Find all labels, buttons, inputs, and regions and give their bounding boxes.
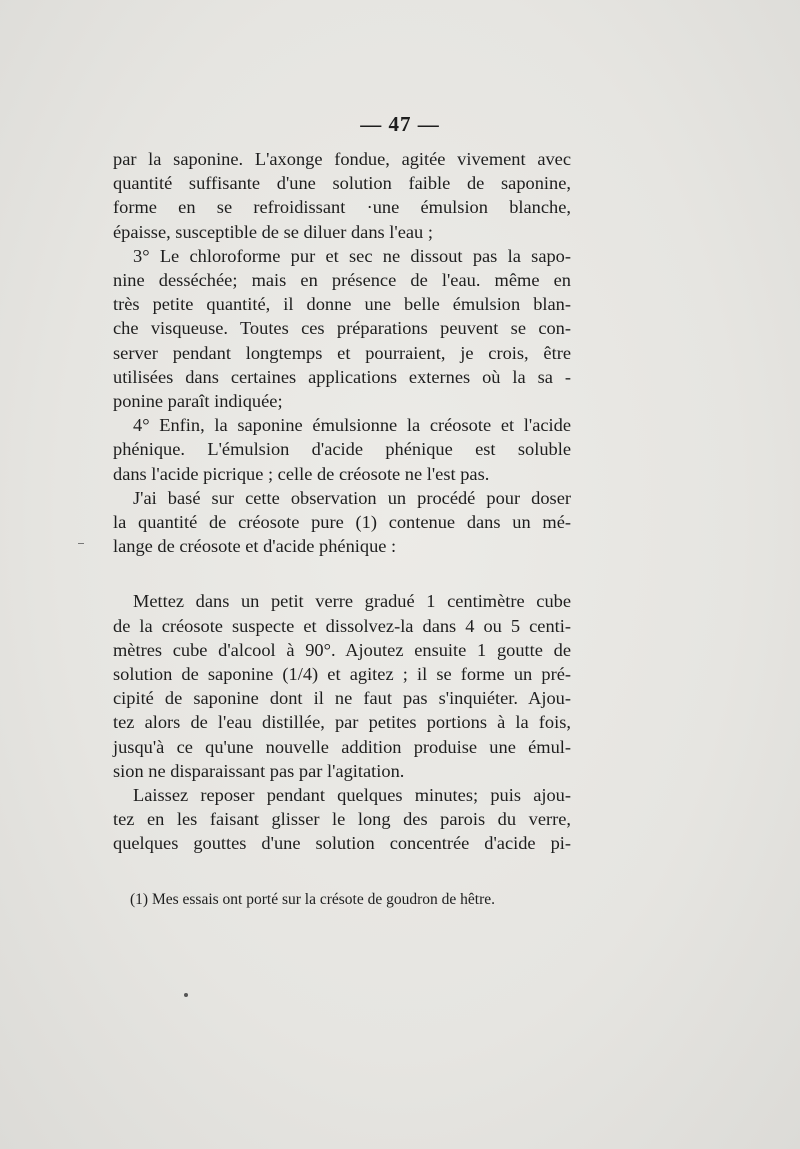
text-line: épaisse, susceptible de se diluer dans l'eau ; — [113, 221, 433, 242]
text-line: sion ne disparaissant pas par l'agitation. — [113, 760, 405, 781]
paragraph-1 — [113, 147, 571, 244]
text-line: forme en se refroidissant ·une émulsion blanche, — [113, 197, 571, 218]
paragraph-3 — [113, 413, 571, 486]
margin-mark — [78, 543, 84, 544]
paragraph-5 — [113, 589, 571, 783]
text-line: tez en les faisant glisser le long des parois du verre, — [113, 809, 571, 830]
text-line: ponine paraît indiquée; — [113, 391, 283, 412]
paragraph-4 — [113, 486, 571, 559]
text-line: Mettez dans un petit verre gradué 1 centimètre cube — [133, 591, 571, 612]
text-line: quelques gouttes d'une solution concentrée d'acide pi- — [113, 833, 571, 854]
paragraph-gap — [113, 558, 571, 589]
text-line: mètres cube d'alcool à 90°. Ajoutez ensuite 1 goutte de — [113, 639, 571, 660]
text-line: lange de créosote et d'acide phénique : — [113, 536, 397, 557]
text-line: tez alors de l'eau distillée, par petites portions à la fois, — [113, 712, 571, 733]
text-line: nine desséchée; mais en présence de l'eau. même en — [113, 270, 571, 291]
page-number: — 47 — — [360, 112, 440, 136]
text-line: très petite quantité, il donne une belle émulsion blan- — [113, 294, 571, 315]
text-line: cipité de saponine dont il ne faut pas s'inquiéter. Ajou- — [113, 688, 571, 709]
paragraph-2 — [113, 244, 571, 413]
footnote: (1) Mes essais ont porté sur la crésote de goudron de hêtre. — [130, 891, 495, 908]
text-line: Laissez reposer pendant quelques minutes; puis ajou- — [133, 785, 571, 806]
text-line: par la saponine. L'axonge fondue, agitée vivement avec — [113, 149, 571, 169]
ink-speck — [184, 993, 188, 997]
text-line: la quantité de créosote pure (1) contenue dans un mé- — [113, 512, 571, 533]
text-line: quantité suffisante d'une solution faible de saponine, — [113, 173, 571, 194]
text-line: de la créosote suspecte et dissolvez-la dans 4 ou 5 centi- — [113, 615, 571, 636]
text-line: solution de saponine (1/4) et agitez ; il se forme un pré- — [113, 664, 571, 685]
text-line: jusqu'à ce qu'une nouvelle addition produise une émul- — [113, 736, 571, 757]
text-line: 3° Le chloroforme pur et sec ne dissout pas la sapo- — [133, 245, 571, 266]
text-line: phénique. L'émulsion d'acide phénique est soluble — [113, 439, 571, 460]
text-line: server pendant longtemps et pourraient, je crois, être — [113, 342, 571, 363]
paragraph-6 — [113, 783, 571, 856]
text-line: dans l'acide picrique ; celle de créosote ne l'est pas. — [113, 463, 490, 484]
text-line: J'ai basé sur cette observation un procédé pour doser — [133, 487, 571, 508]
text-line: che visqueuse. Toutes ces préparations peuvent se con- — [113, 318, 571, 339]
text-line: 4° Enfin, la saponine émulsionne la créosote et l'acide — [133, 415, 571, 436]
text-line: utilisées dans certaines applications externes où la sa - — [113, 366, 571, 387]
body-text — [113, 147, 571, 856]
